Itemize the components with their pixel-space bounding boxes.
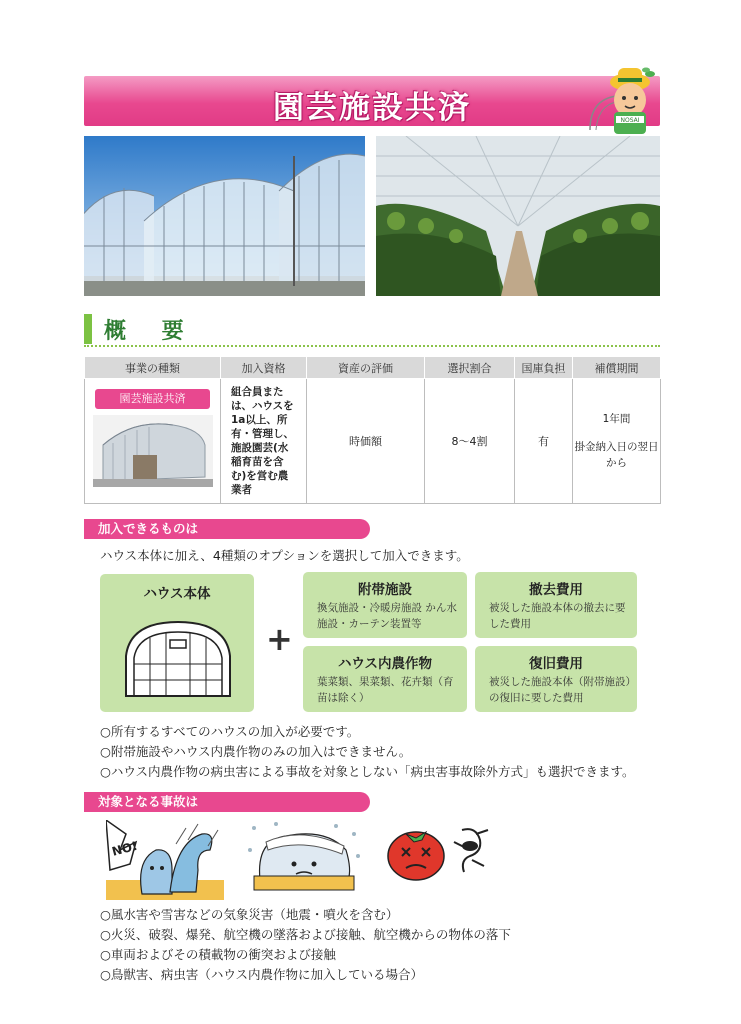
option-desc-crops: 葉菜類、果菜類、花卉類（育苗は除く） — [317, 676, 454, 704]
join-note-item: ○所有するすべてのハウスの加入が必要です。 — [100, 724, 360, 739]
option-title-crops: ハウス内農作物 — [337, 656, 433, 672]
accident-item: ○火災、破裂、爆発、航空機の墜落および接触、航空機からの物体の落下 — [100, 927, 511, 942]
period-note: 掛金納入日の翌日から — [574, 441, 659, 469]
option-box-ancillary — [303, 572, 467, 638]
mascot-illustration — [586, 60, 666, 140]
dotted-divider — [84, 345, 660, 347]
header-qualification: 加入資格 — [221, 357, 307, 379]
cell-business-type — [85, 379, 221, 504]
title-banner — [84, 76, 660, 126]
header-valuation: 資産の評価 — [307, 357, 425, 379]
cell-subsidy: 有 — [515, 379, 573, 504]
period-duration: 1年間 — [602, 413, 631, 425]
option-box-crops — [303, 646, 467, 712]
cell-period — [573, 379, 661, 504]
business-name-badge: 園芸施設共済 — [95, 389, 210, 409]
option-title-ancillary: 附帯施設 — [358, 582, 412, 598]
join-note-item: ○ハウス内農作物の病虫害による事故を対象としない「病虫害事故除外方式」も選択できます。 — [100, 764, 635, 779]
option-desc-removal: 被災した施設本体の撤去に要した費用 — [489, 602, 626, 630]
house-main-title: ハウス本体 — [143, 586, 211, 602]
table-row — [85, 379, 661, 504]
snow-damage-illustration — [246, 820, 362, 892]
accidents-section-header: 対象となる事故は — [84, 792, 370, 812]
house-main-box — [100, 574, 254, 712]
cell-valuation: 時価額 — [307, 379, 425, 504]
option-title-removal: 撤去費用 — [529, 582, 583, 598]
join-note-item: ○附帯施設やハウス内農作物のみの加入はできません。 — [100, 744, 412, 759]
greenhouse-icon — [122, 616, 234, 700]
no-exclamation-text: NO! — [110, 838, 139, 859]
overview-table — [84, 356, 661, 504]
greenhouse-thumbnail — [93, 415, 213, 487]
page-title: 園芸施設共済 — [273, 90, 471, 126]
join-notes — [100, 722, 635, 782]
overview-section-header — [84, 314, 660, 346]
accident-list — [100, 905, 511, 985]
option-box-removal — [475, 572, 637, 638]
option-desc-ancillary: 換気施設・冷暖房施設 かん水施設・カーテン装置等 — [317, 602, 457, 630]
greenhouse-interior-photo — [376, 136, 660, 296]
option-desc-restoration: 被災した施設本体（附帯施設）の復旧に要した費用 — [489, 676, 631, 704]
cell-qualification: 組合員または、ハウスを1a以上、所有・管理し、施設園芸(水稲育苗を含む)を営む農業者 — [221, 379, 307, 504]
join-section-header: 加入できるものは — [84, 519, 370, 539]
greenhouse-exterior-photo — [84, 136, 365, 296]
accident-item: ○鳥獣害、病虫害（ハウス内農作物に加入している場合） — [100, 967, 424, 982]
section-accent-bar — [84, 314, 92, 344]
accident-item: ○車両およびその積載物の衝突および接触 — [100, 947, 336, 962]
join-intro-text: ハウス本体に加え、4種類のオプションを選択して加入できます。 — [100, 548, 469, 563]
header-period: 補償期間 — [573, 357, 661, 379]
header-ratio: 選択割合 — [425, 357, 515, 379]
overview-title: 概 要 — [104, 319, 198, 344]
table-header-row — [85, 357, 661, 379]
pest-damage-illustration — [384, 820, 494, 886]
option-title-restoration: 復旧費用 — [529, 656, 583, 672]
accident-item: ○風水害や雪害などの気象災害（地震・噴火を含む） — [100, 907, 399, 922]
option-box-restoration — [475, 646, 637, 712]
storm-damage-illustration — [106, 820, 224, 900]
header-business-type: 事業の種類 — [85, 357, 221, 379]
plus-sign: + — [266, 620, 293, 658]
mascot-sash-text: NOSAI — [620, 117, 640, 124]
header-subsidy: 国庫負担 — [515, 357, 573, 379]
cell-ratio: 8～4割 — [425, 379, 515, 504]
